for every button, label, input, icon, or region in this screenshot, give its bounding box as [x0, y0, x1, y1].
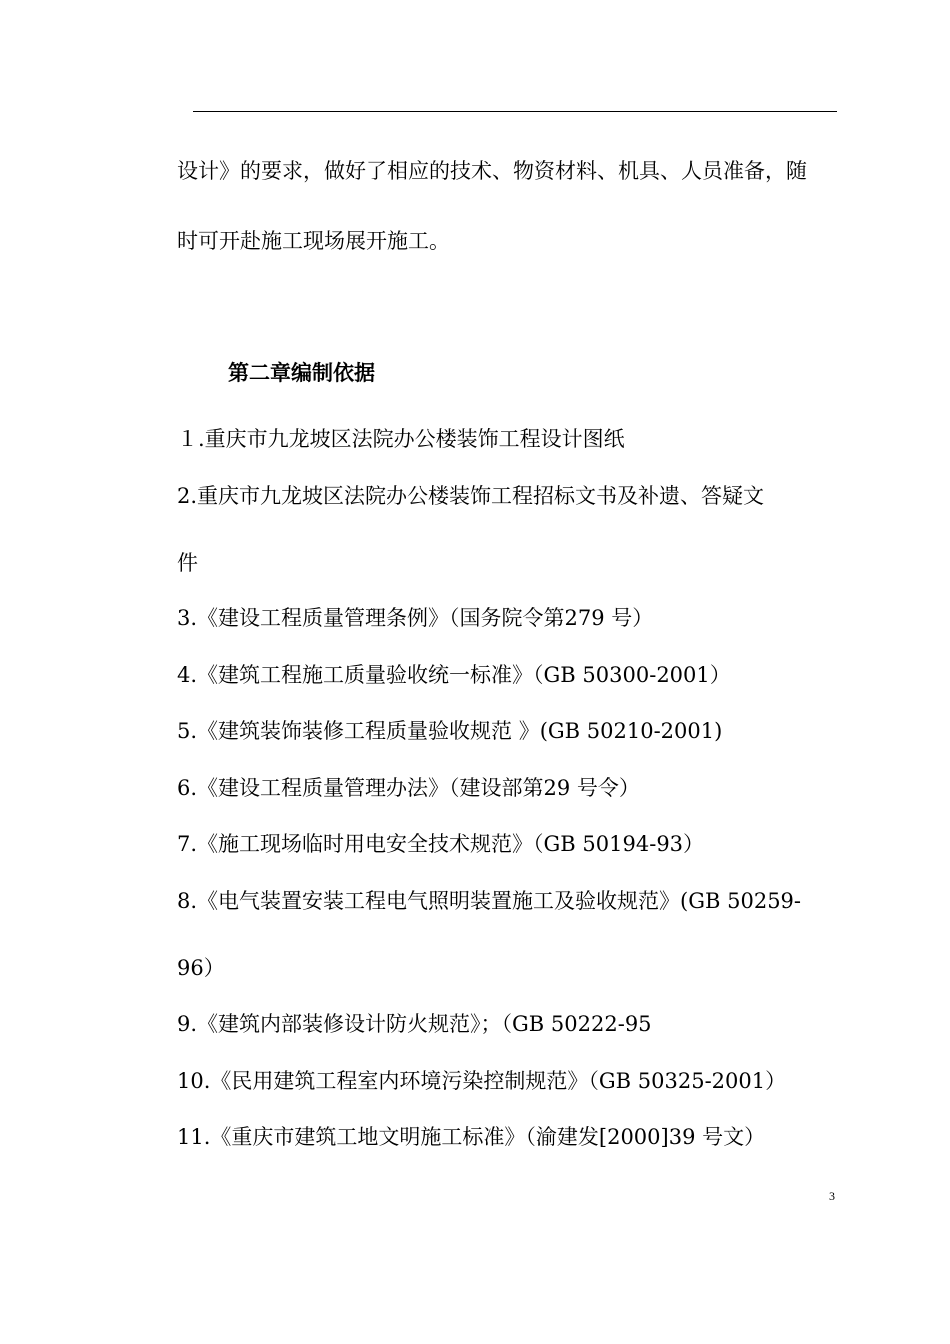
reference-item-2: 2.重庆市九龙坡区法院办公楼装饰工程招标文书及补遗、答疑文	[177, 484, 765, 508]
reference-item-5: 5.《建筑装饰装修工程质量验收规范 》(GB 50210-2001)	[177, 719, 723, 743]
intro-line-2: 时可开赴施工现场展开施工。	[177, 229, 450, 253]
chapter-title: 第二章编制依据	[228, 360, 375, 385]
reference-item-7: 7.《施工现场临时用电安全技术规范》（GB 50194-93）	[177, 832, 705, 856]
reference-item-8-continued: 96）	[177, 956, 225, 980]
reference-item-10: 10.《民用建筑工程室内环境污染控制规范》（GB 50325-2001）	[177, 1069, 787, 1093]
reference-item-3: 3.《建设工程质量管理条例》（国务院令第279 号）	[177, 606, 654, 630]
reference-item-8: 8.《电气装置安装工程电气照明装置施工及验收规范》(GB 50259-	[177, 889, 802, 913]
reference-item-2-continued: 件	[177, 551, 198, 575]
reference-item-6: 6.《建设工程质量管理办法》（建设部第29 号令）	[177, 776, 640, 800]
reference-item-1: １.重庆市九龙坡区法院办公楼装饰工程设计图纸	[177, 427, 625, 451]
reference-item-9: 9.《建筑内部装修设计防火规范》；（GB 50222-95	[177, 1012, 652, 1036]
reference-item-4: 4.《建筑工程施工质量验收统一标准》（GB 50300-2001）	[177, 663, 731, 687]
reference-item-11: 11.《重庆市建筑工地文明施工标准》（渝建发[2000]39 号文）	[177, 1125, 766, 1149]
page-number: 3	[829, 1189, 835, 1203]
header-rule	[193, 111, 837, 112]
intro-line-1: 设计》的要求，做好了相应的技术、物资材料、机具、人员准备，随	[177, 159, 807, 183]
